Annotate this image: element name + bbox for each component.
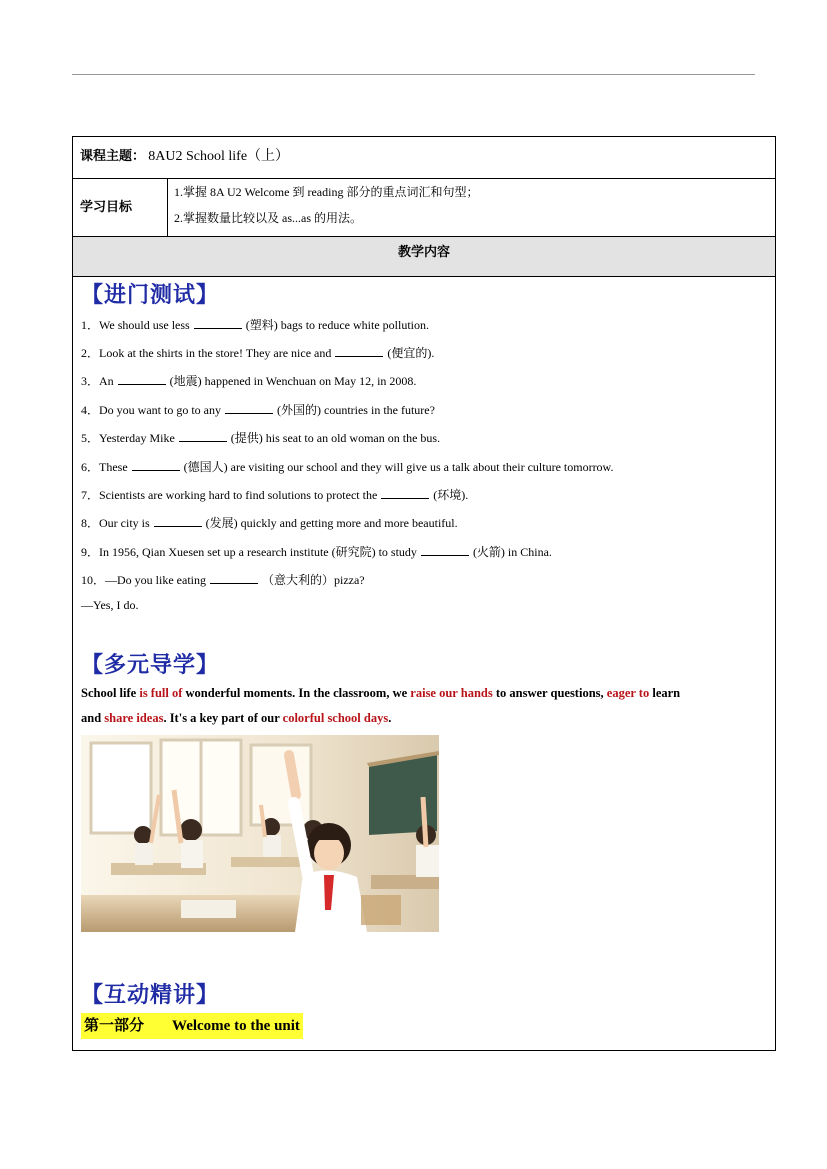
key-phrase: share ideas: [104, 711, 164, 725]
section-title-guided-learning: 【多元导学】: [81, 653, 220, 678]
answer-blank[interactable]: [381, 488, 429, 499]
key-phrase: raise our hands: [410, 686, 493, 700]
question-item: 8．Our city is (发展) quickly and getting more and more beautiful.: [81, 516, 458, 530]
topic-value: 8AU2 School life（上）: [148, 149, 290, 164]
reading-paragraph-line-1: School life is full of wonderful moments. In the classroom, we raise our hands to answer questions, eager to learn: [81, 686, 681, 700]
answer-blank[interactable]: [194, 318, 242, 329]
goal-item: 1.掌握 8A U2 Welcome 到 reading 部分的重点词汇和句型；: [174, 185, 479, 199]
classroom-photo: [81, 735, 439, 932]
lesson-table: [72, 136, 776, 1051]
answer-blank[interactable]: [132, 460, 180, 471]
key-phrase: colorful school days: [282, 711, 389, 725]
key-phrase: is full of: [139, 686, 183, 700]
question-item: 10．—Do you like eating （意大利的）pizza?: [81, 573, 365, 587]
question-item: 3．An (地震) happened in Wenchuan on May 12, in 2008.: [81, 374, 417, 388]
answer-blank[interactable]: [154, 516, 202, 527]
answer-blank[interactable]: [118, 374, 166, 385]
header-rule: [72, 74, 755, 75]
answer-blank[interactable]: [421, 545, 469, 556]
content-header-row: [73, 237, 775, 277]
question-item: 6．These (德国人) are visiting our school and they will give us a talk about their culture tomorrow.: [81, 460, 614, 474]
goal-item: 2.掌握数量比较以及 as...as 的用法。: [174, 211, 362, 225]
topic-line: [80, 145, 289, 165]
section-title-interactive-lecture: 【互动精讲】: [81, 983, 220, 1008]
question-item: 1．We should use less (塑料) bags to reduce white pollution.: [81, 318, 429, 332]
question-item: 9．In 1956, Qian Xuesen set up a research institute (研究院) to study (火箭) in China.: [81, 545, 552, 559]
goals-divider: [167, 179, 168, 237]
answer-blank[interactable]: [210, 573, 258, 584]
reading-paragraph-line-2: and share ideas. It's a key part of our colorful school days.: [81, 711, 392, 725]
content-label: 教学内容: [397, 244, 450, 259]
answer-blank[interactable]: [179, 431, 227, 442]
section-title-entry-test: 【进门测试】: [81, 283, 220, 308]
question-item: 2．Look at the shirts in the store! They are nice and (便宜的).: [81, 346, 435, 360]
question-item: 5．Yesterday Mike (提供) his seat to an old woman on the bus.: [81, 431, 441, 445]
goals-label: 学习目标: [80, 199, 133, 214]
question-item: 7．Scientists are working hard to find solutions to protect the (环境).: [81, 488, 469, 502]
part-label: 第一部分: [84, 1018, 145, 1034]
question-item: 4．Do you want to go to any (外国的) countries in the future?: [81, 403, 435, 417]
topic-row: [73, 137, 775, 179]
answer-blank[interactable]: [335, 346, 383, 357]
topic-label: 课程主题：: [80, 148, 146, 163]
part-title: Welcome to the unit: [172, 1018, 300, 1034]
key-phrase: eager to: [606, 686, 650, 700]
answer-line: —Yes, I do.: [81, 598, 139, 612]
goals-row: [73, 179, 775, 237]
answer-blank[interactable]: [225, 403, 273, 414]
part-heading: [81, 1013, 303, 1039]
